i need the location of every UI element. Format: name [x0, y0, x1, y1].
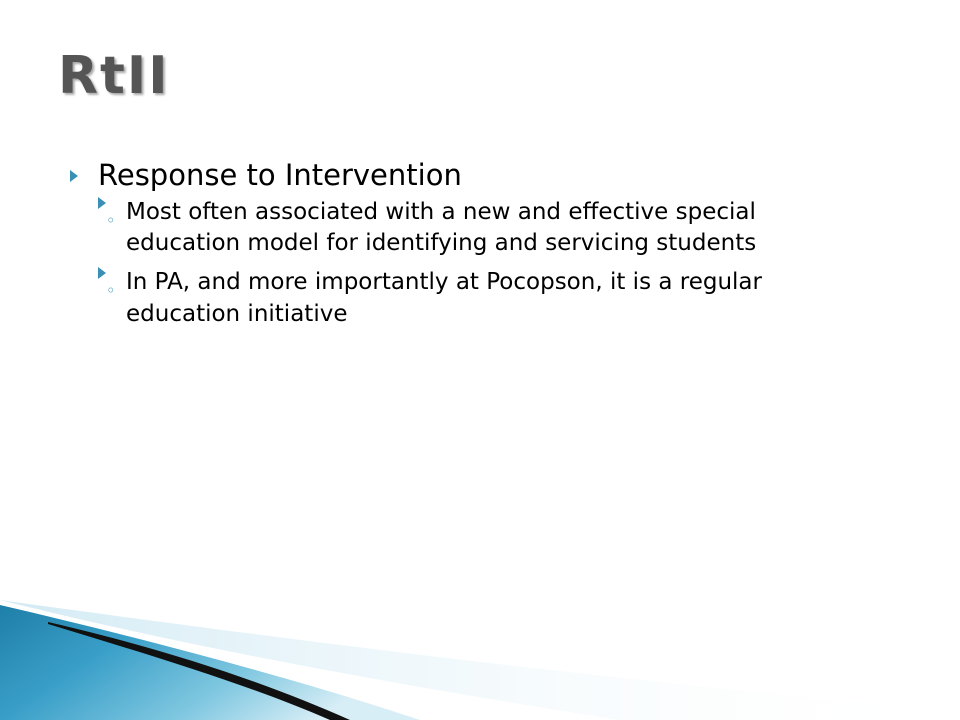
bullet-item: [70, 158, 860, 330]
sub-bullet-list: [98, 197, 860, 330]
ring-bullet-icon: ◦: [98, 267, 106, 279]
bullet-list: [70, 158, 860, 338]
slide-title: RtII: [58, 46, 170, 106]
sub-bullet-item: [98, 197, 866, 260]
bullet-text: Response to Intervention: [98, 158, 462, 192]
ring-bullet-icon: ◦: [98, 197, 106, 209]
wave-decoration: [0, 560, 960, 720]
sub-bullet-text: In PA, and more importantly at Pocopson, it is a regular education initiative: [126, 269, 762, 327]
triangle-bullet-icon: [70, 170, 78, 182]
sub-bullet-text: Most often associated with a new and effective special education model for identifying and servicing students: [126, 198, 757, 257]
sub-bullet-item: [98, 267, 866, 330]
